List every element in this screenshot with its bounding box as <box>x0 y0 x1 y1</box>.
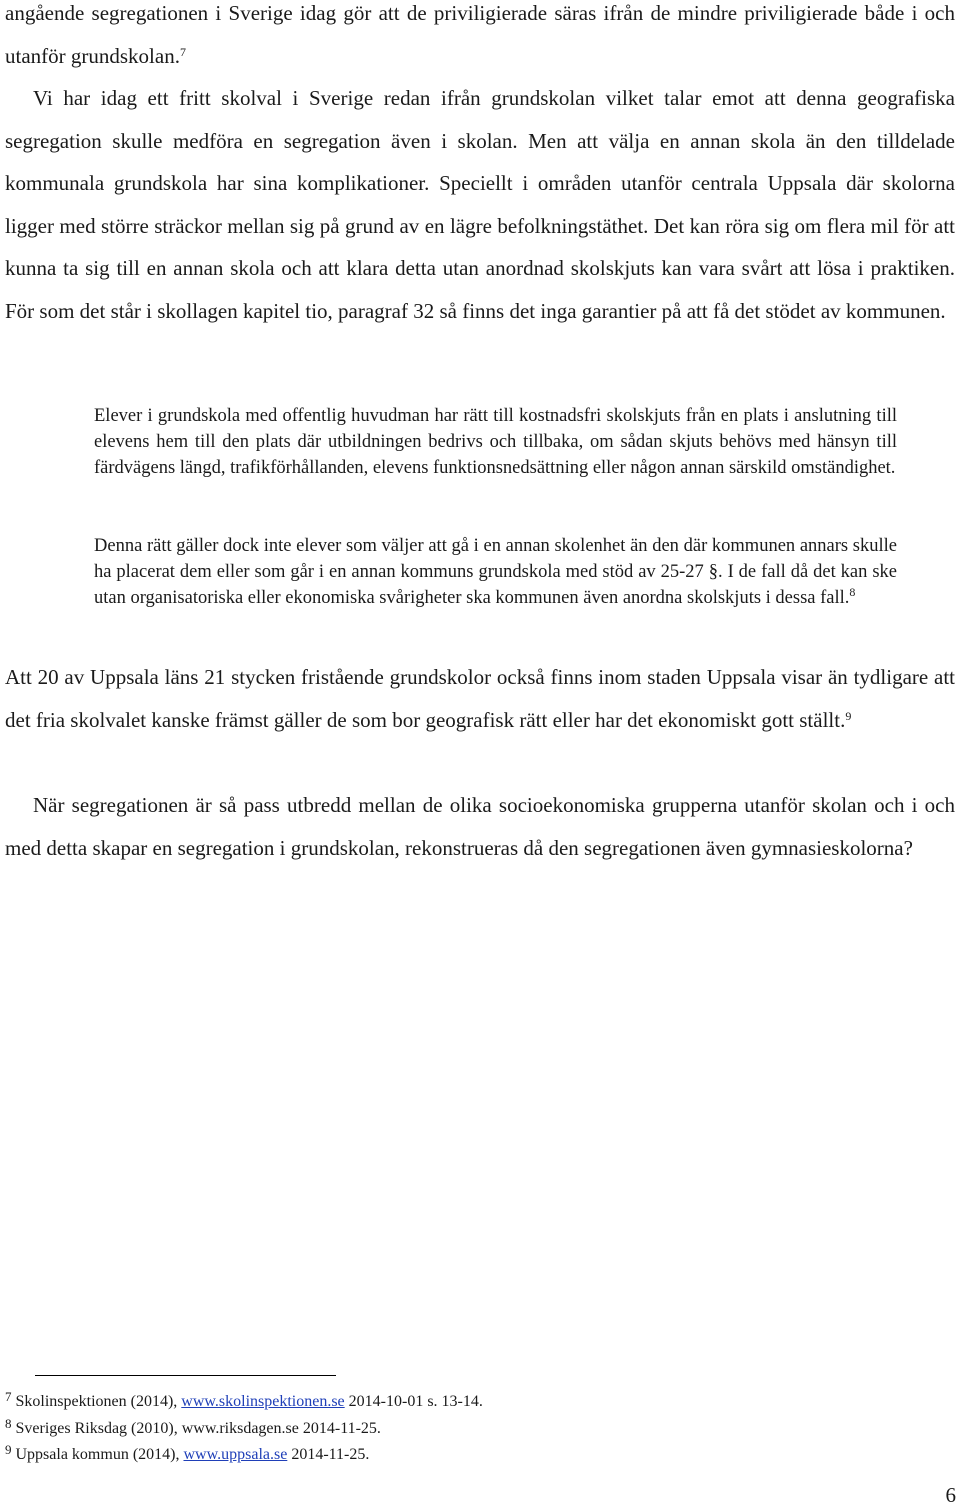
footnote-7 <box>5 1389 705 1416</box>
footnote-ref-9[interactable]: 9 <box>845 708 852 723</box>
paragraph-conclusion-text: När segregationen är så pass utbredd mellan de olika socioekonomiska grupperna utanför skolan och i och med detta skapar en segregation i grundskolan, rekonstrueras då den segregationen även gymnasieskolorna? <box>5 793 955 860</box>
paragraph-segregation <box>5 0 955 332</box>
footnote-text: Skolinspektionen (2014), <box>15 1393 182 1410</box>
block-quote-1: Elever i grundskola med offentlig huvudman har rätt till kostnadsfri skolskjuts från en plats i anslutning till elevens hem till den plats där utbildningen bedrivs och tillbaka, om sådan skjuts behövs med hänsyn till färdvägens längd, trafikförhållanden, elevens funktionsnedsättning eller någon annan särskild omständighet. <box>94 406 897 478</box>
footnote-text: Uppsala kommun (2014), <box>15 1446 184 1463</box>
footnote-text: Sveriges Riksdag (2010), www.riksdagen.se 2014-11-25. <box>15 1419 381 1437</box>
footnote-number: 9 <box>5 1442 12 1457</box>
footnote-ref-7[interactable]: 7 <box>179 44 186 59</box>
footnote-ref-8[interactable]: 8 <box>849 585 856 599</box>
paragraph-uppsala-text: Att 20 av Uppsala läns 21 stycken fristående grundskolor också finns inom staden Uppsala visar än tydligare att det fria skolvalet kanske främst gäller de som bor geografisk rätt eller har det ekonomiskt gott ställt. <box>5 665 955 732</box>
footnotes <box>5 1389 705 1469</box>
paragraph-conclusion <box>5 784 955 869</box>
paragraph-uppsala-schools <box>5 656 955 741</box>
paragraph-intro-text: angående segregationen i Sverige idag gör att de priviligierade säras ifrån de mindre priviligierade både i och utanför grundskolan. <box>5 1 955 68</box>
block-quote-2-text: Denna rätt gäller dock inte elever som väljer att gå i en annan skolenhet än den där kommunen annars skulle ha placerat dem eller som går i en annan kommuns grundskola med stöd av 25-27 §. I de fall då det kan ske utan organisatoriska eller ekonomiska svårigheter ska kommunen även anordna skolskjuts i dessa fall. <box>94 536 897 608</box>
footnote-link-uppsala[interactable]: www.uppsala.se <box>183 1446 288 1463</box>
footnote-separator <box>35 1375 336 1376</box>
footnote-text-end: 2014-11-25. <box>287 1446 370 1463</box>
footnote-8 <box>5 1416 705 1443</box>
footnote-number: 8 <box>5 1415 12 1431</box>
footnote-link-skolinspektionen[interactable]: www.skolinspektionen.se <box>181 1393 345 1410</box>
footnote-9 <box>5 1442 705 1469</box>
footnote-number: 7 <box>5 1389 12 1404</box>
footnote-text-end: 2014-10-01 s. 13-14. <box>344 1393 483 1410</box>
block-quote-2 <box>94 533 897 611</box>
paragraph-body-text: Vi har idag ett fritt skolval i Sverige redan ifrån grundskolan vilket talar emot att denna geografiska segregation skulle medföra en segregation även i skolan. Men att välja en annan skola än den tilldelade kommunala grundskola har sina komplikationer. Speciellt i områden utanför centrala Uppsala där skolorna ligger med större sträckor mellan sig på grund av en lägre befolkningstäthet. Det kan röra sig om flera mil för att kunna ta sig till en annan skola och att klara detta utan anordnad skolskjuts kan vara svårt att lösa i praktiken. För som det står i skollagen kapitel tio, paragraf 32 så finns det inga garantier på att få det stödet av kommunen. <box>5 86 955 323</box>
page-number: 6 <box>945 1483 956 1507</box>
